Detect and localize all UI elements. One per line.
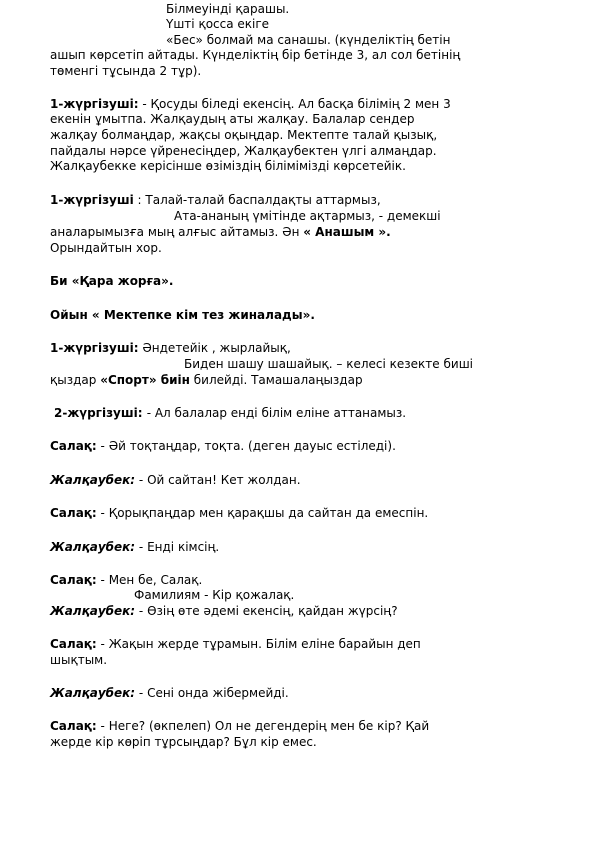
speech-text: - Сені онда жібермейді. — [135, 686, 289, 700]
speaker-label: Салақ: — [50, 719, 97, 733]
speaker-label: 1-жүргізуші: — [50, 97, 139, 111]
poem-line-1: Білмеуінді қарашы. — [166, 2, 290, 16]
speaker-label: Жалқаубек: — [50, 686, 136, 700]
text-line: жерде кір көріп тұрсыңдар? Бұл кір емес. — [50, 735, 317, 749]
speaker-label: 2-жүргізуші: — [54, 406, 147, 420]
text-line: Ата-ананың үмітінде ақтармыз, - демекші — [174, 209, 441, 223]
speaker-label: 1-жүргізуші — [50, 193, 134, 207]
speech-text: - Қосуды біледі екенсің. Ал басқа білімің 2 мен 3 — [138, 97, 451, 111]
speaker-label: 1-жүргізуші: — [50, 341, 139, 355]
poem-line-3: «Бес» болмай ма санашы. (күнделіктің бетін — [166, 33, 451, 47]
dialogue-line — [50, 686, 289, 701]
dialogue-line — [50, 473, 301, 488]
speech-text: аналарымызға мың алғыс айтамыз. Ән — [50, 225, 304, 239]
dialogue-line — [50, 604, 398, 619]
speaker-label: Жалқаубек: — [50, 473, 136, 487]
dialogue-line — [50, 439, 396, 454]
paragraph-line — [50, 373, 363, 388]
speech-text: - Өзің өте әдемі екенсің, қайдан жүрсің? — [135, 604, 398, 618]
speaker-label: Салақ: — [50, 439, 97, 453]
text-line: төменгі тұсында 2 тұр). — [50, 64, 202, 78]
speaker-label: Салақ: — [50, 637, 97, 651]
speech-text: - Ал балалар енді білім еліне аттанамыз. — [146, 406, 407, 420]
speech-text: - Қорықпаңдар мен қарақшы да сайтан да емеспін. — [96, 506, 429, 520]
speech-text: : Талай-талай баспалдақты аттармыз, — [133, 193, 381, 207]
text-line: жалқау болмаңдар, жақсы оқыңдар. Мектепте талай қызық, — [50, 128, 438, 142]
speaker-label: Жалқаубек: — [50, 604, 136, 618]
paragraph-line — [50, 225, 391, 240]
text-line: ашып көрсетіп айтады. Күнделіктің бір бетінде 3, ал сол бетінің — [50, 48, 461, 62]
speech-text: - Жақын жерде тұрамын. Білім еліне барайын деп — [96, 637, 421, 651]
speaker-label: Салақ: — [50, 573, 97, 587]
text-line: пайдалы нәрсе үйренесіңдер, Жалқаубектен үлгі алмаңдар. — [50, 144, 437, 158]
dialogue-line — [50, 637, 421, 652]
paragraph-line — [50, 97, 451, 112]
paragraph-line — [50, 341, 291, 356]
speaker-label: Жалқаубек: — [50, 540, 136, 554]
dialogue-line — [50, 573, 202, 588]
text-line: Жалқаубекке керісінше өзіміздің білімімізді көрсетейік. — [50, 159, 406, 173]
poem-line-2: Үшті қосса екіге — [166, 17, 270, 31]
song-title: « Анашым ». — [303, 225, 391, 239]
paragraph-line — [50, 193, 381, 208]
speaker-label: Салақ: — [50, 506, 97, 520]
text-line: екенін ұмытпа. Жалқаудың аты жалқау. Балалар сендер — [50, 112, 415, 126]
speech-text: Әндетейік , жырлайық, — [138, 341, 291, 355]
speech-text: - Мен бе, Салақ. — [96, 573, 203, 587]
dialogue-line — [50, 719, 429, 734]
speech-text: - Енді кімсің. — [135, 540, 220, 554]
dance-title: «Спорт» биін — [100, 373, 190, 387]
dialogue-line — [50, 540, 219, 555]
game-heading: Ойын « Мектепке кім тез жиналады». — [50, 308, 315, 322]
text-line: Фамилиям - Кір қожалақ. — [134, 588, 295, 602]
text-line: Орындайтын хор. — [50, 241, 162, 255]
dialogue-line — [50, 506, 428, 521]
dance-heading: Би «Қара жорға». — [50, 274, 174, 288]
speech-text: қыздар — [50, 373, 101, 387]
text-line: Биден шашу шашайық. – келесі кезекте биші — [184, 357, 474, 371]
speech-text: - Әй тоқтаңдар, тоқта. (деген дауыс естіледі). — [96, 439, 396, 453]
speech-text: - Ой сайтан! Кет жолдан. — [135, 473, 301, 487]
speech-text: - Неге? (өкпелеп) Ол не дегендерің мен бе кір? Қай — [96, 719, 430, 733]
speech-text: билейді. Тамашалаңыздар — [189, 373, 363, 387]
text-line: шықтым. — [50, 653, 108, 667]
paragraph-line — [54, 406, 406, 421]
